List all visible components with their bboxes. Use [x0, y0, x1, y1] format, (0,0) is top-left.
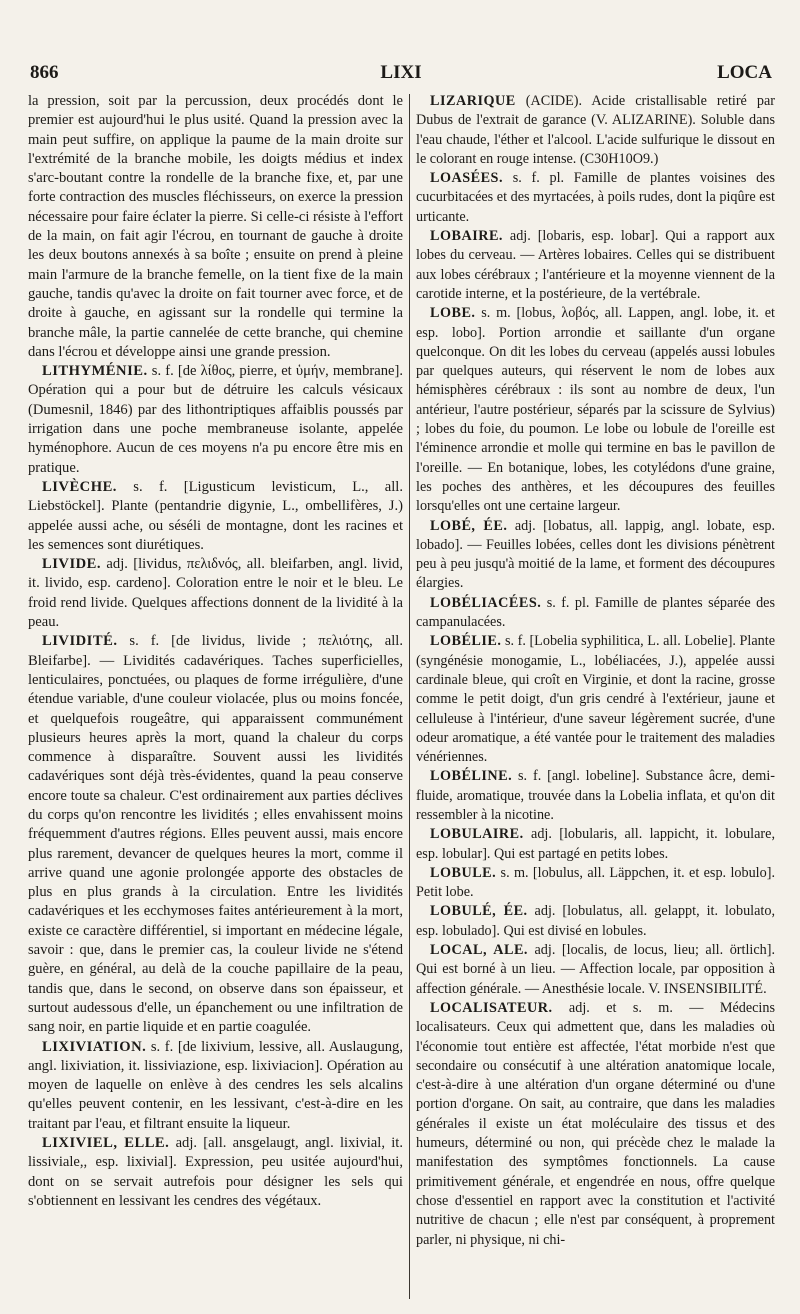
entry-headword: LOCAL, ALE. [430, 942, 528, 959]
entry-headword: LOBULE. [430, 864, 497, 881]
dictionary-entry [416, 92, 775, 169]
entry-headword: LIVIDE. [42, 556, 102, 573]
dictionary-entry [416, 864, 775, 903]
dictionary-entry [28, 632, 403, 1037]
entry-headword: LOBULÉ, ÉE. [430, 903, 528, 920]
dictionary-entry [416, 825, 775, 864]
right-column [416, 92, 775, 1298]
dictionary-entry [416, 169, 775, 227]
entry-body: s. f. [de λίθος, pierre, et ὑμήν, membrane]. Opération qui a pour but de détruire les calculs vésicaux (Dumesnil, 1846) par des lithontriptiques affaiblis poussés par irrigation dans une poche membraneuse isolante, appelée hyménophore. Aucun de ces moyens n'a pu encore être mis en pratique. [28, 363, 403, 476]
dictionary-entry [416, 227, 775, 304]
dictionary-entry [416, 594, 775, 633]
entry-body: s. f. [Ligusticum levisticum, L., all. Liebstöckel]. Plante (pentandrie digynie, L., ombellifères, J.) appelée aussi ache, ou séséli de montagne, dont les racines et les semences sont diurétiques. [28, 478, 403, 553]
dictionary-entry [28, 1134, 403, 1211]
entry-body: adj. [lobaris, esp. lobar]. Qui a rapport aux lobes du cerveau. — Artères lobaires. Celles qui se distribuent aux lobes cérébraux ; l'antérieure et la moyenne viennent de la carotide interne, et la postérieure, de la vertébrale. [416, 228, 775, 302]
dictionary-entry [416, 304, 775, 516]
continued-text [28, 92, 403, 362]
column-divider [409, 94, 410, 1299]
entry-body: adj. [lobularis, all. lappicht, it. lobulare, esp. lobular]. Qui est partagé en petits lobes. [416, 826, 775, 862]
entry-headword: LOBÉ, ÉE. [430, 517, 508, 534]
right-running-title: LOCA [717, 62, 772, 83]
dictionary-entry [28, 478, 403, 555]
entry-body: la pression, soit par la percussion, deux procédés dont le premier est aujourd'hui le plus usité. Quand la pression avec la main peut suffire, on applique la paume de la main droite sur l'extrémité de la branche mobile, les doigts médius et index s'arc-boutant contre la rondelle de la branche fixe, et, par une forte contraction des muscles fléchisseurs, on exerce la pression nécessaire pour faire éclater la pierre. Si celle-ci résiste à l'effort de la main, on fait agir l'écrou, en tournant de gauche à droite les deux boutons annexés à sa boîte ; ensuite on prend à pleine main l'armure de la branche femelle, on la tient fixe de la main gauche, tandis qu'avec la droite on fait tourner avec force, et de droite à gauche, en agissant sur la rondelle qui termine la branche mâle, la partie cannelée de cette branche, qui chemine dans l'écrou et développe ainsi une grande pression. [28, 93, 403, 360]
entry-body: s. m. [lobulus, all. Läppchen, it. et esp. lobulo]. Petit lobe. [416, 864, 775, 901]
entry-headword: LOBULAIRE. [430, 826, 524, 843]
entry-headword: LOBAIRE. [430, 228, 503, 245]
entry-headword: LITHYMÉNIE. [42, 363, 148, 380]
dictionary-entry [416, 632, 775, 767]
left-column [28, 92, 403, 1298]
page-header [30, 62, 772, 90]
entry-body: s. f. pl. Famille de plantes voisines des cucurbitacées et des myrtacées, à poils rudes, dont la piqûre est urticante. [416, 170, 775, 225]
page-number: 866 [30, 62, 59, 83]
entry-body: s. f. pl. Famille de plantes séparée des campanulacées. [416, 594, 775, 631]
dictionary-entry [416, 999, 775, 1250]
entry-headword: LIXIVIATION. [42, 1038, 147, 1055]
entry-headword: LOCALISATEUR. [430, 999, 553, 1016]
entry-headword: LOASÉES. [430, 170, 503, 187]
dictionary-entry [416, 941, 775, 999]
entry-headword: LOBE. [430, 305, 476, 322]
dictionary-entry [28, 1038, 403, 1134]
entry-body: adj. [lobulatus, all. gelappt, it. lobulato, esp. lobulado]. Qui est divisé en lobules. [416, 903, 775, 939]
entry-headword: LIZARIQUE [430, 93, 516, 109]
entry-body: s. f. [de lixivium, lessive, all. Auslaugung, angl. lixiviation, it. lissiviazione, esp. lixiviacion]. Opération au moyen de laquelle on enlève à des cendres les sels alcalins qu'elles peuvent contenir, en les lessivant, c'est-à-dire en les traitant par l'eau, et filtrant ensuite la liqueur. [28, 1038, 403, 1132]
entry-body: s. f. [Lobelia syphilitica, L. all. Lobelie]. Plante (syngénésie monogamie, L., lobéliacées, J.), appelée aussi cardinale bleue, qui croît en Virginie, et dont la racine, grosse comme le petit doigt, d'un gris cendré à l'extérieur, jaune et celluleuse à l'intérieur, d'une saveur légèrement sucrée, d'une odeur aromatique, a été vantée pour le traitement des maladies vénériennes. [416, 633, 775, 766]
entry-headword: LOBÉLIE. [430, 633, 502, 650]
entry-body: adj. [lobatus, all. lappig, angl. lobate, esp. lobado]. — Feuilles lobées, celles dont les divisions pénètrent peu à peu jusqu'à moitié de la lame, et forment des découpures élargies. [416, 517, 775, 592]
entry-body: s. f. [angl. lobeline]. Substance âcre, demi-fluide, aromatique, trouvée dans la Lobelia inflata, et qu'on dit ressembler à la nicotine. [416, 768, 775, 823]
entry-body: adj. [localis, de locus, lieu; all. örtlich]. Qui est borné à un lieu. — Affection locale, par opposition à affection générale. — Anesthésie locale. V. INSENSIBILITÉ. [416, 942, 775, 997]
entry-headword: LIVIDITÉ. [42, 633, 118, 650]
dictionary-entry [28, 362, 403, 478]
entry-headword: LOBÉLIACÉES. [430, 594, 542, 611]
entry-headword: LOBÉLINE. [430, 768, 513, 785]
dictionary-entry [416, 767, 775, 825]
dictionary-entry [416, 517, 775, 594]
entry-body: (ACIDE). Acide cristallisable retiré par Dubus de l'extrait de garance (V. ALIZARINE). Soluble dans l'eau chaude, l'éther et l'alcool. L'acide sulfurique le dissout en le colorant en rouge intense. (C30H10O9.) [416, 93, 775, 167]
left-running-title: LIXI [380, 62, 422, 83]
entry-body: adj. et s. m. — Médecins localisateurs. Ceux qui admettent que, dans les maladies où l'économie tout entière est affectée, l'état morbide n'est que secondaire ou consécutif à une altération anatomique locale, c'est-à-dire à une altération d'un organe déterminé ou d'une portion d'organe. On sait, au contraire, que dans les maladies générales il existe un état moléculaire des tissus et des humeurs, déterminé ou non, qui précède chez le malade la manifestation des symptômes fonctionnels. La cause primitivement générale, et engendrée en nous, offre quelque chose d'essentiel en rapport avec la constitution et l'activité nutritive de chacun ; elle n'est par conséquent, à proprement parler, ni physique, ni chi- [416, 999, 775, 1248]
entry-headword: LIXIVIEL, ELLE. [42, 1135, 170, 1152]
entry-headword: LIVÈCHE. [42, 478, 117, 495]
entry-body: adj. [all. ansgelaugt, angl. lixivial, it. lissiviale,, esp. lixivial]. Expression, peu usitée aujourd'hui, dont on se servait autrefois pour désigner les sels qui s'obtiennent en lessivant les cendres des végétaux. [28, 1135, 403, 1209]
entry-body: adj. [lividus, πελιδνός, all. bleifarben, angl. livid, it. livido, esp. cardeno]. Coloration entre le noir et le bleu. Le froid rend livide. Quelques affections donnent de la lividité à la peau. [28, 556, 403, 631]
dictionary-entry [416, 902, 775, 941]
entry-body: s. f. [de lividus, livide ; πελιότης, all. Bleifarbe]. — Lividités cadavériques. Taches superficielles, lenticulaires, ponctuées, ou plaques de forme irrégulière, d'une étendue variable, d'une couleur violacée, plus ou moins foncée, et quelquefois rougeâtre, qui apparaissent communément plusieurs heures après la mort, quand la chaleur du corps commence à disparaître. Souvent aussi les lividités cadavériques sont déjà très-évidentes, quand la peau conserve encore toute sa chaleur. C'est ordinairement aux parties déclives du corps qu'on rencontre les lividités ; elles envahissent moins fréquemment d'autres régions. Elles peuvent aussi, mais encore plus rarement, devancer de quelques heures la mort, comme il arrive quand une agonie prolongée apporte des obstacles de plus en plus grands à la circulation. Entre les lividités cadavériques et les ecchymoses faites antérieurement à la mort, existe ce caractère différentiel, si important en médecine légale, savoir : que, dans le premier cas, la couleur livide ne s'étend guère, en général, au delà de la couche papillaire de la peau, tandis que, dans le second, on observe dans son épaisseur, et surtout audessous d'elle, un épanchement ou une infiltration de sang noir, en partie liquide et en partie coagulée. [28, 633, 403, 1036]
entry-body: s. m. [lobus, λοβός, all. Lappen, angl. lobe, it. et esp. lobo]. Portion arrondie et saillante d'un organe quelconque. On dit les lobes du cerveau (appelés aussi lobules par quelques auteurs, qui réservent le nom de lobes aux hémisphères cérébraux : ils sont au nombre de deux, l'un antérieur, l'autre postérieur, séparés par la scissure de Sylvius) ; lobes du foie, du poumon. Le lobe ou lobule de l'oreille est l'éminence arrondie et molle qui termine en bas le pavillon de l'oreille. — En botanique, lobes, les cotylédons d'une graine, les poches des anthères, et les découpures des feuilles lorsqu'elles ont une certaine largeur. [416, 305, 775, 515]
dictionary-entry [28, 555, 403, 632]
